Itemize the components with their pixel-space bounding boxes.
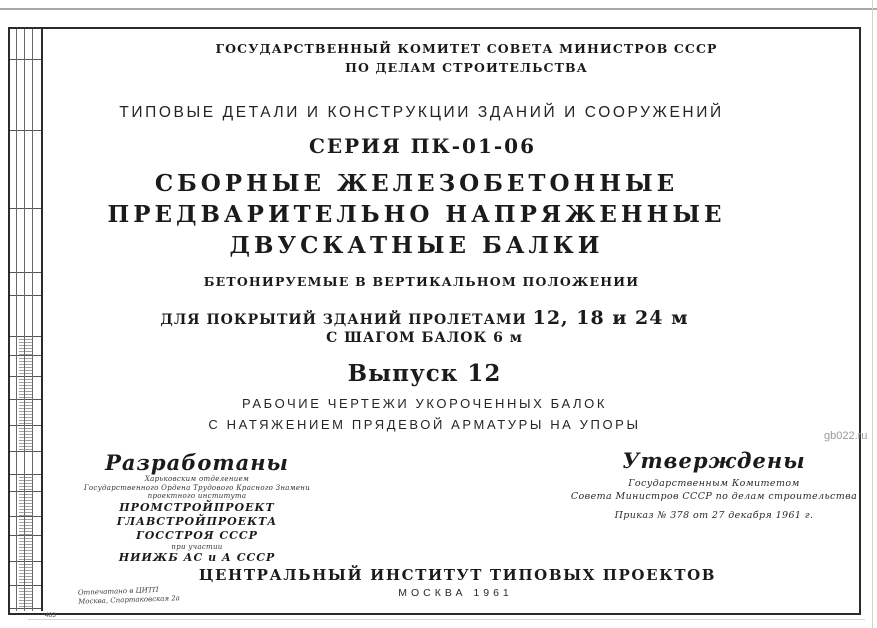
application-line2: С ШАГОМ БАЛОК 6 м	[326, 330, 523, 346]
developed-org-line: проектного института	[147, 492, 247, 500]
print-note-line1: Отпечатано в ЦИТП	[77, 585, 159, 597]
approved-org-line: Совета Министров СССР по делам строительства	[570, 490, 858, 502]
main-title-line1: СБОРНЫЕ ЖЕЛЕЗОБЕТОННЫЕ	[154, 170, 679, 197]
strip-cell	[10, 475, 41, 492]
developed-heading: Разработаны	[105, 450, 289, 475]
issue-number: Выпуск 12	[347, 360, 502, 387]
application-line1-text: ДЛЯ ПОКРЫТИЙ ЗДАНИЙ ПРОЛЕТАМИ	[160, 312, 527, 328]
application-line1	[17, 307, 832, 329]
page-number: 483	[45, 612, 56, 619]
strip-cell	[10, 609, 41, 611]
series-type-line: ТИПОВЫЕ ДЕТАЛИ И КОНСТРУКЦИИ ЗДАНИЙ И СООРУЖЕНИЙ	[119, 104, 724, 121]
scan-bottom-edge	[28, 619, 865, 620]
print-note	[78, 585, 180, 606]
print-note-line2: Москва, Спартаковская 2а	[78, 593, 180, 606]
developed-block	[47, 450, 347, 565]
strip-cell	[10, 517, 41, 536]
committee-name-line2: ПО ДЕЛАМ СТРОИТЕЛЬСТВА	[345, 60, 588, 75]
approval-order-line: Приказ № 378 от 27 декабря 1961 г.	[614, 510, 814, 521]
strip-cell	[10, 452, 41, 475]
developed-org-line: при участии	[171, 542, 223, 551]
developed-org-line: ПРОМСТРОЙПРОЕКТ ГЛАВСТРОЙПРОЕКТА	[116, 500, 278, 528]
committee-name-line1: ГОСУДАРСТВЕННЫЙ КОМИТЕТ СОВЕТА МИНИСТРОВ СССР	[215, 41, 718, 56]
strip-cell	[10, 536, 41, 562]
scan-right-edge	[872, 0, 873, 628]
developed-org-line: Харьковским отделением	[144, 475, 250, 483]
strip-cell	[10, 29, 41, 60]
main-title-line3: ДВУСКАТНЫЕ БАЛКИ	[229, 232, 604, 259]
site-watermark: gb022.ru	[824, 430, 868, 442]
application-spans: 12, 18 и 24 м	[532, 307, 689, 329]
city-and-year: МОСКВА 1961	[398, 587, 513, 599]
series-number: СЕРИЯ ПК-01-06	[308, 134, 537, 158]
publisher-institute: ЦЕНТРАЛЬНЫЙ ИНСТИТУТ ТИПОВЫХ ПРОЕКТОВ	[198, 566, 717, 584]
developed-org-line: Государственного Ордена Трудового Красного Знамени	[83, 483, 311, 492]
main-title-line2: ПРЕДВАРИТЕЛЬНО НАПРЯЖЕННЫЕ	[107, 201, 726, 228]
approved-org-line: Государственным Комитетом	[628, 478, 800, 489]
strip-cell	[10, 586, 41, 609]
developed-org-line: ГОССТРОЯ СССР	[136, 528, 258, 542]
strip-cell	[10, 562, 41, 586]
scan-top-edge	[0, 8, 877, 10]
issue-description-line1: РАБОЧИЕ ЧЕРТЕЖИ УКОРОЧЕННЫХ БАЛОК	[241, 396, 608, 411]
approved-heading: Утверждены	[622, 448, 806, 473]
strip-cell	[10, 492, 41, 517]
issue-description-line2: С НАТЯЖЕНИЕМ ПРЯДЕВОЙ АРМАТУРЫ НА УПОРЫ	[208, 417, 641, 432]
approved-block	[564, 448, 864, 523]
developed-org-line: НИИЖБ АС и А СССР	[118, 551, 276, 564]
title-subtitle: БЕТОНИРУЕМЫЕ В ВЕРТИКАЛЬНОМ ПОЛОЖЕНИИ	[203, 274, 640, 289]
